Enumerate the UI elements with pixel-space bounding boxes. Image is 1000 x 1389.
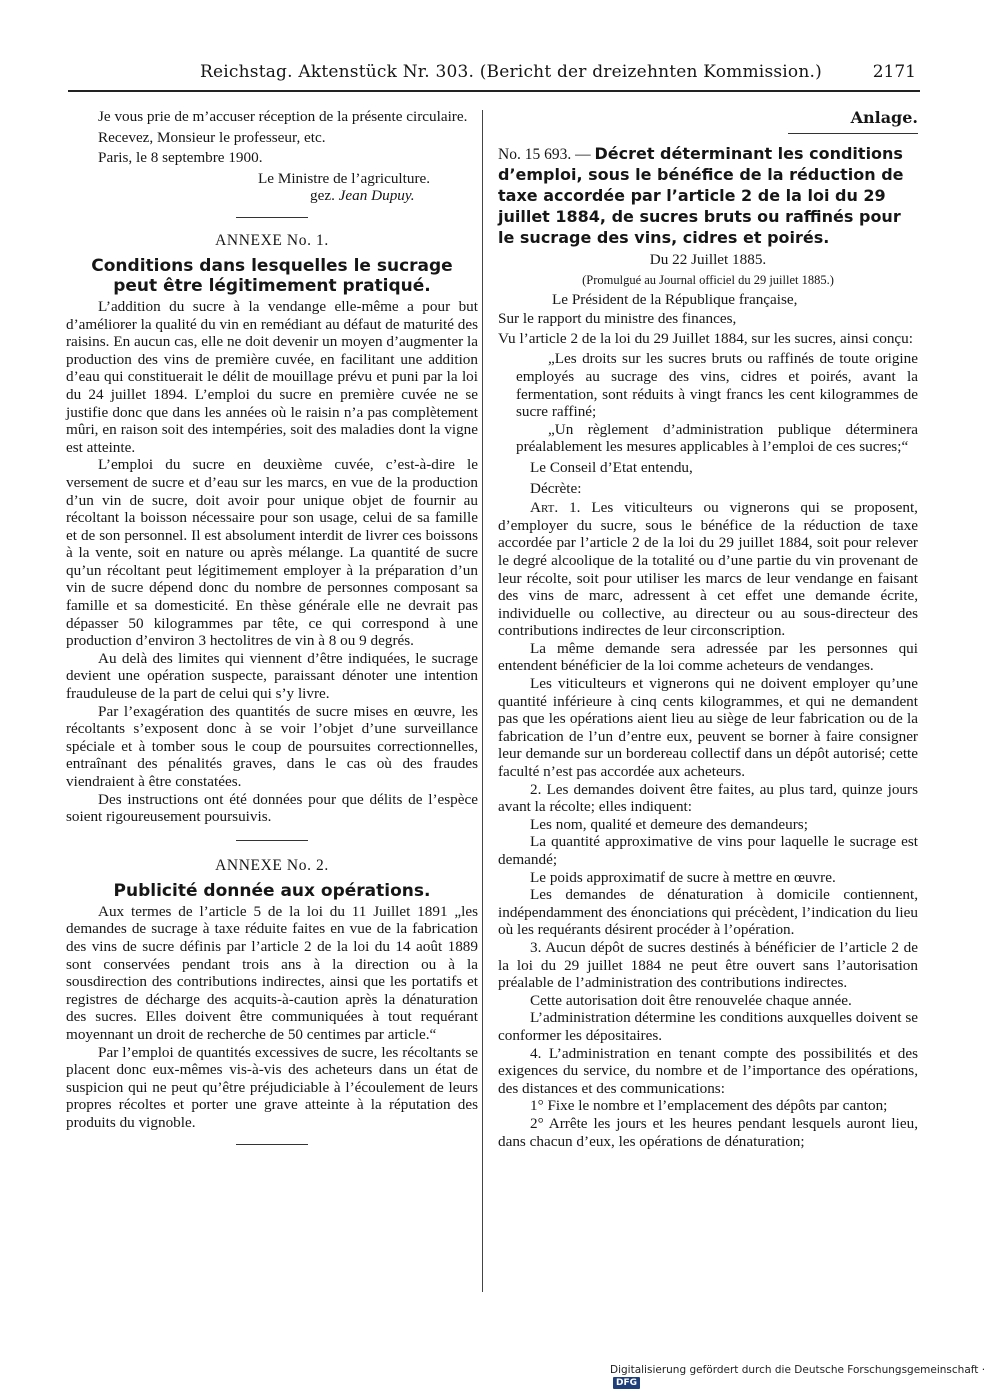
decree-heading	[498, 144, 918, 249]
annexe-2-paragraph: Par l’emploi de quantités excessives de sucre, les récoltants se placent donc eux-mêmes vis-à-vis des acheteurs dans un état de suspicion qui ne peut qu’être préjudiciable à l’écoulement de leurs propres récoltes et porter une grave atteinte à la réputation des produits du vignoble.	[66, 1043, 478, 1131]
running-header	[68, 60, 920, 88]
decree-paragraph: Les demandes de dénaturation à domicile contiennent, indépendamment des énonciations qui précèdent, l’indication du lieu où les requérants désirent procéder à l’opération.	[498, 886, 918, 939]
preamble-line: Vu l’article 2 de la loi du 29 Juillet 1884, sur les sucres, ainsi conçu:	[498, 329, 913, 347]
annexe-1-label: ANNEXE No. 1.	[215, 231, 329, 249]
decree-paragraph: 4. L’administration en tenant compte des possibilités et des exigences du service, du nombre et de l’importance des opérations, des distances et des communications:	[498, 1044, 918, 1097]
annexe-2-label: ANNEXE No. 2.	[215, 856, 329, 874]
decrete-line: Décrète:	[530, 479, 582, 497]
annexe-1-paragraph: Au delà des limites qui viennent d’être indiquées, le sucrage devient une opération suspecte, paraissant dénoter une intention frauduleuse de la part de celui qui s’y livre.	[66, 649, 478, 703]
decree-paragraph: La quantité approximative de vins pour laquelle le sucrage est demandé;	[498, 833, 918, 868]
anlage-heading: Anlage.	[850, 108, 918, 127]
annexe-1-title-line2: peut être légitimement pratiqué.	[113, 275, 431, 296]
decree-title: Décret déterminant les conditions d’emploi, sous le bénéfice de la réduction de taxe accordée par l’article 2 de la loi du 29 juillet 1884, de sucres bruts ou raffinés pour le sucrage des vins, cidres et poirés.	[498, 144, 904, 247]
decree-paragraph: Le poids approximatif de sucre à mettre en œuvre.	[530, 868, 836, 886]
letter-line: Je vous prie de m’accuser réception de la présente circulaire.	[98, 108, 468, 125]
letter-date: Paris, le 8 septembre 1900.	[98, 149, 263, 167]
preamble-line: Le Président de la République française,	[552, 290, 798, 308]
decree-paragraph: 2° Arrête les jours et les heures pendant lesquels auront lieu, dans chacun d’eux, les opérations de dénaturation;	[498, 1114, 918, 1150]
left-column	[66, 108, 478, 1145]
footer-text: Digitalisierung gefördert durch die Deutsche Forschungsgemeinschaft ·	[610, 1364, 986, 1376]
decree-paragraph: La même demande sera adressée par les personnes qui entendent bénéficier de la loi comme acheteurs de vendanges.	[498, 639, 918, 675]
right-column	[498, 108, 918, 1150]
signature-prefix: gez.	[310, 187, 339, 205]
signature-name	[66, 187, 478, 205]
law-quote: „Les droits sur les sucres bruts ou raffinés de toute origine employés au sucrage des vins, cidres et poirés, avant la fermentation, sont réduits à vingt francs les cent kilogrammes de sucre raffiné;	[516, 350, 918, 421]
digitization-footer	[610, 1364, 1000, 1389]
annexe-1-paragraph: Des instructions ont été données pour que délits de l’espèce soient rigoureusement poursuivis.	[66, 790, 478, 826]
annexe-2-title: Publicité donnée aux opérations.	[113, 880, 431, 901]
annexe-1-paragraph: L’emploi du sucre en deuxième cuvée, c’est-à-dire le versement de sucre et d’eau sur les marcs, en vue de la production d’un vin de sucre, doit avoir pour unique objet de fournir au récoltant la boisson nécessaire pour son usage, celui de sa famille et de son personnel. Il est absolument interdit de livrer ces boissons à la vente, soit en nature ou après mélange. La quantité de sucre qu’un récoltant peut légitimement employer à la préparation d’un vin de sucre dépend donc du nombre de personnes composant sa famille et sa domesticité. En thèse générale elle ne devrait pas dépasser 50 kilogrammes par tête, ce qui correspond à une production d’environ 3 hectolitres de vin à 8 ou 9 degrés.	[66, 456, 478, 650]
section-rule	[236, 217, 308, 218]
annexe-1-paragraph: L’addition du sucre à la vendange elle-même a pour but d’améliorer la qualité du vin en remédiant au défaut de maturité des raisins. En aucun cas, elle ne doit devenir un moyen d’augmenter la production des vins de première cuvée, en facilitant une addition d’eau qui constituerait le délit de mouillage prévu et puni par la loi du 24 juillet 1894. L’emploi du sucre en première cuvée ne se justifie donc que dans les années où le raisin n’a pas complètement mûri, en raison soit des intempéries, soit des maladies dont la vigne est atteinte.	[66, 297, 479, 456]
page-number: 2171	[872, 62, 916, 82]
decree-paragraph: L’administration détermine les conditions auxquelles doivent se conformer les dépositaires.	[498, 1009, 918, 1044]
article-1-label: Art. 1.	[530, 499, 581, 517]
decree-paragraph: 2. Les demandes doivent être faites, au plus tard, quinze jours avant la récolte; elles indiquent:	[498, 780, 918, 816]
letter-line: Recevez, Monsieur le professeur, etc.	[98, 128, 326, 146]
annexe-1-title-line1: Conditions dans lesquelles le sucrage	[91, 255, 453, 276]
column-divider	[482, 110, 483, 1292]
decree-paragraph: 3. Aucun dépôt de sucres destinés à bénéficier de l’article 2 de la loi du 29 juillet 1884 ne peut être ouvert sans l’autorisation préalable de l’administration des contributions indirectes.	[498, 938, 918, 992]
preamble-line: Sur le rapport du ministre des finances,	[498, 310, 737, 328]
section-rule	[236, 840, 308, 841]
header-rule	[68, 90, 920, 92]
dfg-logo: DFG	[613, 1377, 640, 1389]
header-title: Reichstag. Aktenstück Nr. 303. (Bericht der dreizehnten Kommission.)	[200, 62, 822, 82]
law-quote: „Un règlement d’administration publique déterminera préalablement les mesures applicables à l’emploi de ces sucres;“	[516, 420, 918, 456]
decree-paragraph: Cette autorisation doit être renouvelée chaque année.	[530, 991, 852, 1009]
anlage-rule	[788, 133, 918, 134]
conseil-line: Le Conseil d’Etat entendu,	[530, 458, 693, 476]
signature-title: Le Ministre de l’agriculture.	[258, 169, 431, 187]
decree-number: No. 15 693. —	[498, 146, 595, 163]
signature-person: Jean Dupuy.	[338, 187, 415, 205]
annexe-1-paragraph: Par l’exagération des quantités de sucre mises en œuvre, les récoltants s’exposent donc à se voir l’objet d’une surveillance spéciale et à tomber sous le coup de poursuites correctionnelles, entraînant des pénalités graves, dans le cas où des fraudes viendraient à être constatées.	[66, 702, 478, 790]
decree-paragraph: Les nom, qualité et demeure des demandeurs;	[530, 815, 808, 833]
article-1	[498, 499, 918, 640]
decree-paragraph: Les viticulteurs et vignerons qui ne doivent employer qu’une quantité inférieure à cinq cents kilogrammes, et qui ne demandent pas que les opérations aient lieu au siège de leur fabrication ou de la fabrication de l’un d’entre eux, peuvent se borner à faire consigner leur demande sur un bordereau collectif dans un dépôt autorisé; cette faculté n’est pas accordée aux acheteurs.	[498, 675, 918, 781]
promulgation-note: (Promulgué au Journal officiel du 29 juillet 1885.)	[582, 272, 834, 287]
section-rule	[236, 1144, 308, 1145]
decree-paragraph: 1° Fixe le nombre et l’emplacement des dépôts par canton;	[530, 1097, 888, 1115]
annexe-2-paragraph: Aux termes de l’article 5 de la loi du 11 Juillet 1891 „les demandes de sucrage à taxe réduite faites en vue de la fabrication des vins de sucre définis par l’article 2 de la loi du 14 août 1889 sont conservées pendant trois ans à la direction ou à la sousdirection des contributions indirectes, ainsi que les portatifs et registres de décharge des acquits-à-caution après la dénaturation des sucres. Elles doivent être communiquées à tout requérant moyennant un droit de recherche de 50 centimes par article.“	[66, 902, 478, 1043]
article-1-text: Les viticulteurs ou vignerons qui se proposent, d’employer du sucre, sous le bénéfice de la réduction de taxe accordée par l’article 2 de la loi du 29 juillet 1884, soit pour relever le degré alcoolique de la totalité ou d’une partie du vin provenant de leur récolte, soit pour utiliser les marcs de leur vendange en faisant des vins de marc, adressent à cet effet une demande écrite, individuelle ou collective, au directeur ou au sous-directeur des contributions indirectes de leur circonscription.	[498, 499, 918, 640]
decree-date: Du 22 Juillet 1885.	[649, 251, 767, 268]
